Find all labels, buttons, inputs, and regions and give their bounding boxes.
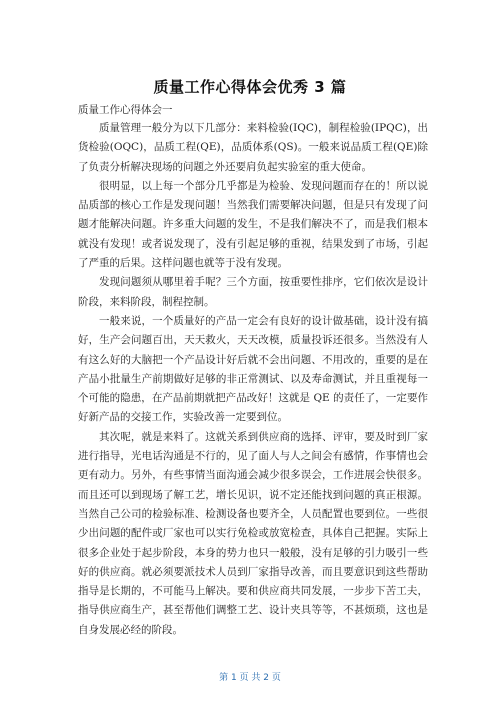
paragraph: 发现问题须从哪里着手呢？三个方面，按重要性排序，它们依次是设计阶段，来料阶段，制程控制。 bbox=[78, 276, 428, 308]
paragraph: 一般来说，一个质量好的产品一定会有良好的设计做基础，设计没有搞好，生产会问题百出，天天救火，天天改模，质量投诉还很多。当然没有人有这么好的大脑把一个产品设计好后就不会出问题、不用改的，重要的是在产品小批量生产前期做好足够的非正常测试、以及寿命测试，并且重视每一个可能的隐患，在产品前期就把产品改好！这就是 QE 的责任了，一定要作好新产品的交接工作，实验改善一定要到位。 bbox=[78, 314, 428, 424]
page-number-footer: 第 1 页 共 2 页 bbox=[219, 673, 281, 683]
paragraph: 其次呢，就是来料了。这就关系到供应商的选择、评审，要及时到厂家进行指导，光电话沟通是不行的，见了面人与人之间会有感情，作事情也会更有动力。另外，有些事情当面沟通会减少很多误会，工作进展会快很多。而且还可以到现场了解工艺，增长见识，说不定还能找到问题的真正根源。当然自己公司的检验标准、检测设备也要齐全，人员配置也要到位。一些很少出问题的配件或厂家也可以实行免检或放宽检查，具体自己把握。实际上很多企业处于起步阶段，本身的势力也只一般般，没有足够的引力吸引一些好的供应商。就必须要派技术人员到厂家指导改善，而且要意识到这些帮助指导是长期的，不可能马上解决。要和供应商共同发展，一步步下苦工夫，指导供应商生产，甚至帮他们调整工艺、设计夹具等等，不甚烦琐，这也是自身发展必经的阶段。 bbox=[78, 430, 428, 636]
paragraph: 很明显，以上每一个部分几乎都是为检验、发现问题而存在的！所以说品质部的核心工作是发现问题！当然我们需要解决问题，但是只有发现了问题才能解决问题。许多重大问题的发生，不是我们解决不了，而是我们根本就没有发现！或者说发现了，没有引起足够的重视，结果发到了市场，引起了严重的后果。这样问题也就等于没有发现。 bbox=[78, 179, 428, 270]
page-title: 质量工作心得体会优秀 3 篇 bbox=[153, 78, 347, 96]
document-body bbox=[78, 119, 428, 640]
section-heading: 质量工作心得体会一 bbox=[78, 104, 173, 116]
paragraph: 质量管理一般分为以下几部分：来料检验(IQC)，制程检验(IPQC)，出货检验(OQC)，品质工程(QE)，品质体系(QS)。一般来说品质工程(QE)除了负责分析解决现场的问题之外还要肩负起实验室的重大使命。 bbox=[78, 122, 428, 173]
